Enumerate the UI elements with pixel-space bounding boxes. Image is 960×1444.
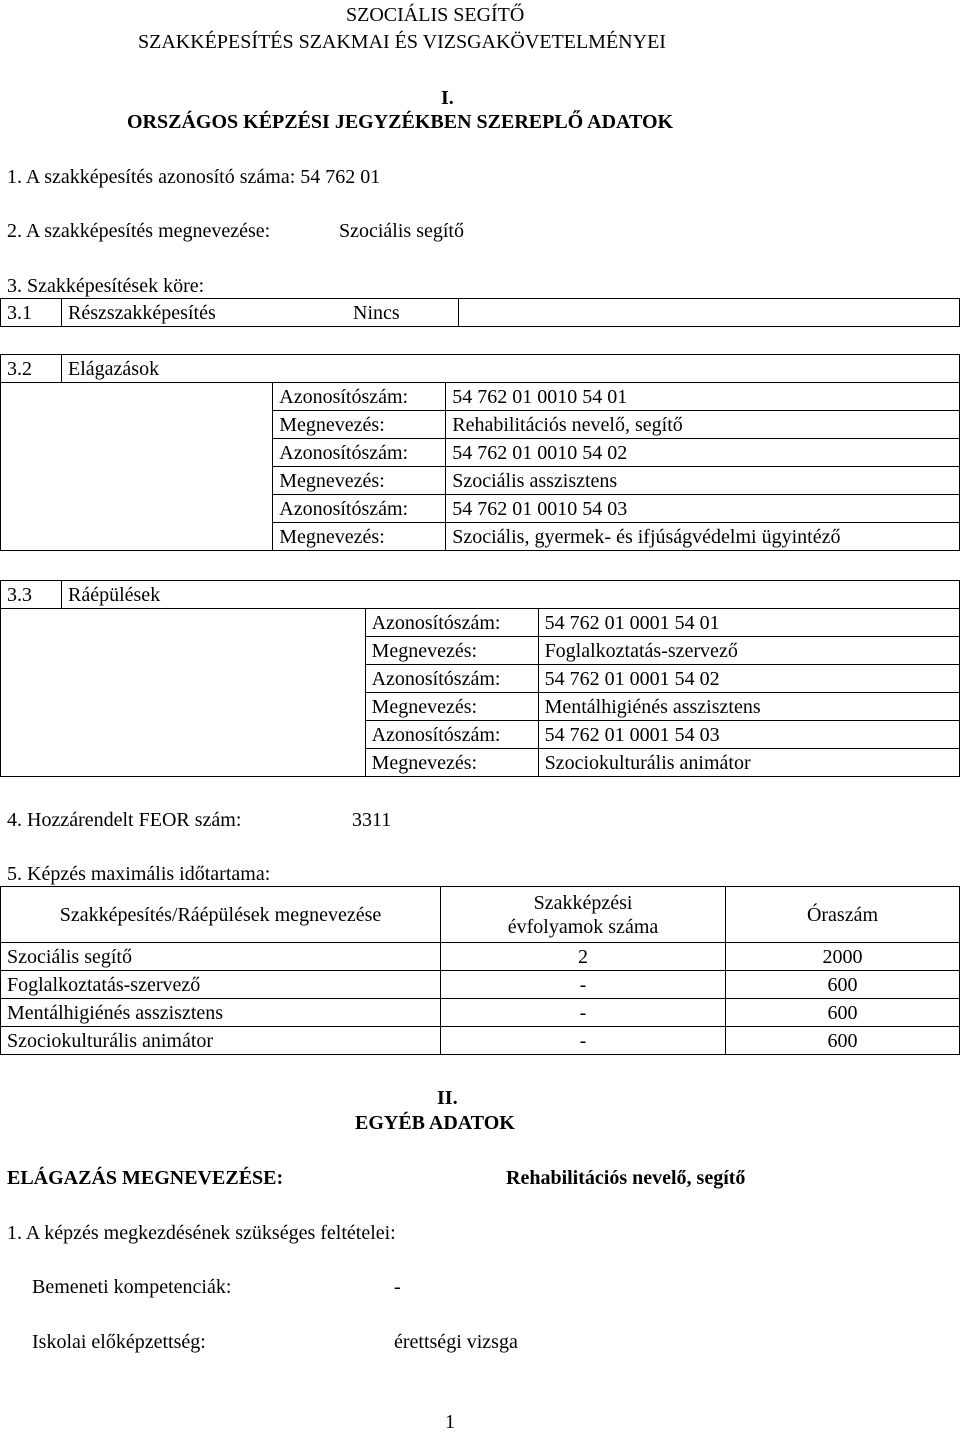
section-2-number: II. (437, 1087, 458, 1109)
branch-key: Megnevezés: (273, 411, 446, 439)
duration-header-name: Szakképesítés/Ráépülések megnevezése (1, 887, 441, 943)
table-row (1, 943, 960, 971)
add-on-key: Megnevezés: (365, 749, 538, 777)
feor-value: 3311 (352, 809, 392, 831)
partial-qualification-label-text: Részszakképesítés (68, 301, 216, 324)
competencies-value: - (394, 1276, 401, 1298)
branch-value: Szociális asszisztens (446, 467, 960, 495)
table-row (1, 1027, 960, 1055)
competencies-label: Bemeneti kompetenciák: (32, 1276, 232, 1298)
branch-key: Azonosítószám: (273, 383, 446, 411)
schooling-label: Iskolai előképzettség: (32, 1331, 206, 1353)
branch-key: Azonosítószám: (273, 495, 446, 523)
branch-key: Azonosítószám: (273, 439, 446, 467)
duration-row-name: Szociális segítő (1, 943, 441, 971)
branch-value: Szociális, gyermek- és ifjúságvédelmi ügyintéző (446, 523, 960, 551)
duration-title: 5. Képzés maximális időtartama: (7, 863, 271, 885)
add-on-value: 54 762 01 0001 54 01 (538, 609, 959, 637)
branches-table (0, 354, 960, 551)
add-on-key: Azonosítószám: (365, 665, 538, 693)
section-2-title: EGYÉB ADATOK (355, 1112, 515, 1134)
add-on-value: 54 762 01 0001 54 03 (538, 721, 959, 749)
partial-qualification-empty-cell (459, 299, 960, 327)
branch-name-value: Rehabilitációs nevelő, segítő (506, 1167, 746, 1189)
branch-value: 54 762 01 0010 54 02 (446, 439, 960, 467)
duration-row-hours: 600 (726, 971, 960, 999)
item-1-identifier: 1. A szakképesítés azonosító száma: 54 762 01 (7, 166, 381, 188)
add-on-key: Azonosítószám: (365, 721, 538, 749)
duration-header-years-line2: évfolyamok száma (507, 915, 659, 938)
branch-name-label: ELÁGAZÁS MEGNEVEZÉSE: (7, 1167, 284, 1189)
page-number: 1 (445, 1411, 455, 1433)
document-title: SZOCIÁLIS SEGÍTŐ (346, 4, 525, 26)
duration-row-hours: 2000 (726, 943, 960, 971)
partial-qualification-number: 3.1 (1, 299, 62, 327)
add-ons-table (0, 580, 960, 777)
duration-row-years: - (441, 1027, 726, 1055)
section-1-title: ORSZÁGOS KÉPZÉSI JEGYZÉKBEN SZEREPLŐ ADATOK (127, 111, 674, 133)
branch-value: 54 762 01 0010 54 01 (446, 383, 960, 411)
branches-number: 3.2 (1, 355, 62, 383)
add-on-value: Foglalkoztatás-szervező (538, 637, 959, 665)
section-1-number: I. (441, 87, 454, 109)
duration-row-name: Szociokulturális animátor (1, 1027, 441, 1055)
add-ons-label: Ráépülések (62, 581, 960, 609)
branch-value: Rehabilitációs nevelő, segítő (446, 411, 960, 439)
branch-key: Megnevezés: (273, 467, 446, 495)
item-2-value: Szociális segítő (339, 220, 464, 242)
duration-row-name: Foglalkoztatás-szervező (1, 971, 441, 999)
add-ons-number: 3.3 (1, 581, 62, 609)
duration-row-hours: 600 (726, 999, 960, 1027)
add-ons-blank-cell (1, 609, 366, 777)
add-on-key: Megnevezés: (365, 693, 538, 721)
duration-header-hours: Óraszám (726, 887, 960, 943)
branch-key: Megnevezés: (273, 523, 446, 551)
branches-blank-cell (1, 383, 273, 551)
add-on-value: Szociokulturális animátor (538, 749, 959, 777)
branches-label: Elágazások (62, 355, 960, 383)
duration-header-years-line1: Szakképzési (533, 891, 633, 914)
duration-row-hours: 600 (726, 1027, 960, 1055)
add-on-key: Megnevezés: (365, 637, 538, 665)
add-on-value: Mentálhigiénés asszisztens (538, 693, 959, 721)
duration-row-name: Mentálhigiénés asszisztens (1, 999, 441, 1027)
branch-value: 54 762 01 0010 54 03 (446, 495, 960, 523)
table-row (1, 971, 960, 999)
item-3-label: 3. Szakképesítések köre: (7, 275, 205, 297)
requirements-title: 1. A képzés megkezdésének szükséges feltételei: (7, 1222, 396, 1244)
partial-qualification-label (62, 299, 459, 327)
feor-label: 4. Hozzárendelt FEOR szám: (7, 809, 242, 831)
duration-header-years (441, 887, 726, 943)
document-subtitle: SZAKKÉPESÍTÉS SZAKMAI ÉS VIZSGAKÖVETELMÉNYEI (138, 31, 666, 53)
partial-qualification-table (0, 298, 960, 327)
duration-row-years: 2 (441, 943, 726, 971)
partial-qualification-value: Nincs (353, 301, 400, 324)
table-row (1, 999, 960, 1027)
duration-table (0, 886, 960, 1055)
add-on-key: Azonosítószám: (365, 609, 538, 637)
add-on-value: 54 762 01 0001 54 02 (538, 665, 959, 693)
duration-row-years: - (441, 999, 726, 1027)
item-2-label: 2. A szakképesítés megnevezése: (7, 220, 271, 242)
duration-row-years: - (441, 971, 726, 999)
schooling-value: érettségi vizsga (394, 1331, 518, 1353)
